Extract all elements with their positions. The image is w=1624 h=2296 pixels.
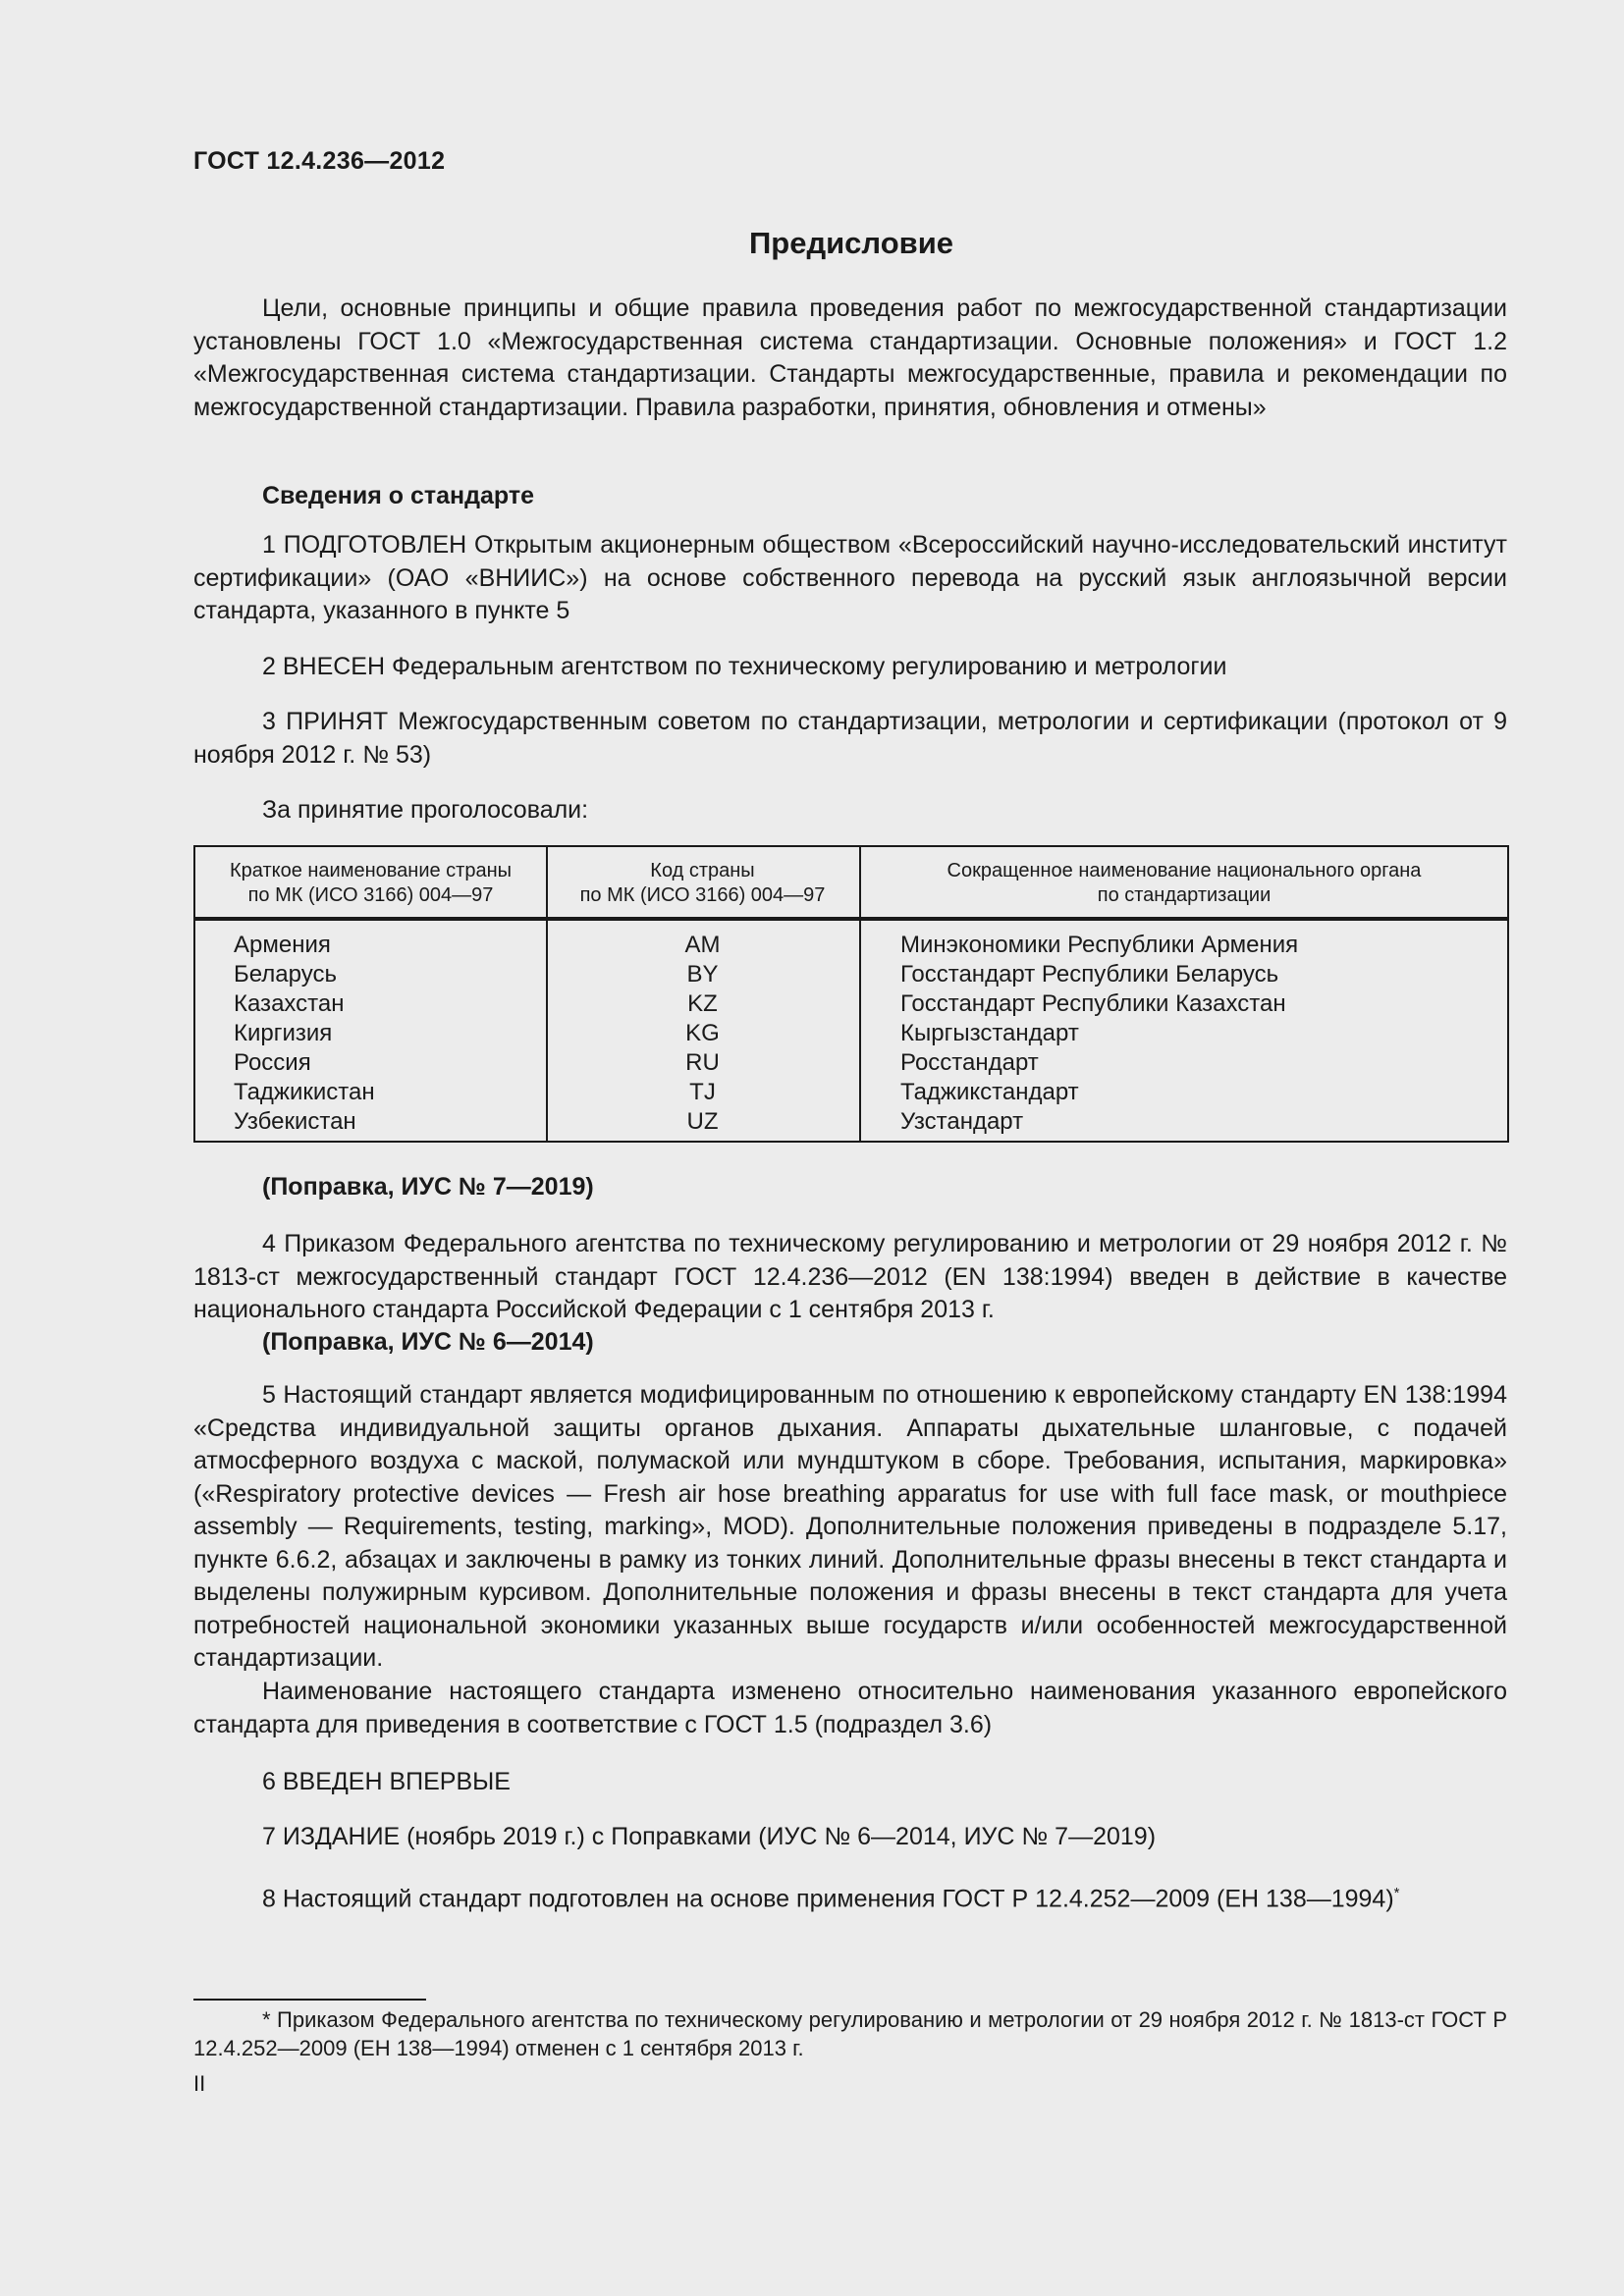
footnote-divider — [193, 1999, 426, 2001]
table-cell-body: Кыргызстандарт — [900, 1020, 1079, 1046]
table-cell-code: AM — [684, 932, 721, 958]
document-code: ГОСТ 12.4.236—2012 — [193, 147, 446, 175]
footnote-marker: * — [1393, 1885, 1400, 1901]
table-cell-body: Росстандарт — [900, 1049, 1039, 1076]
table-cell-code: RU — [685, 1049, 720, 1076]
item-6-paragraph: 6 ВВЕДЕН ВПЕРВЫЕ — [262, 1768, 511, 1795]
table-cell-country: Армения — [234, 932, 331, 958]
item-4-paragraph: 4 Приказом Федерального агентства по техническому регулированию и метрологии от 29 ноября 2012 г. № 1813-ст межгосударственный стандарт ГОСТ 12.4.236—2012 (EN 138:1994) введен в действие в качестве национального стандарта Российской Федерации с 1 сентября 2013 г. — [193, 1230, 1507, 1323]
page-title: Предисловие — [748, 226, 953, 260]
footnote-text: * Приказом Федерального агентства по техническому регулированию и метрологии от 29 ноября 2012 г. № 1813-ст ГОСТ Р 12.4.252—2009 (ЕН 138—1994) отменен с 1 сентября 2013 г. — [193, 2007, 1507, 2060]
table-column-country — [234, 931, 375, 1137]
table-cell-code: KZ — [687, 990, 718, 1017]
voting-table — [193, 845, 1509, 1143]
item-7-paragraph: 7 ИЗДАНИЕ (ноябрь 2019 г.) с Поправками (ИУС № 6—2014, ИУС № 7—2019) — [262, 1823, 1157, 1850]
intro-paragraph: Цели, основные принципы и общие правила проведения работ по межгосударственной стандартизации установлены ГОСТ 1.0 «Межгосударственная система стандартизации. Основные положения» и ГОСТ 1.2 «Межгосударственная система стандартизации. Стандарты межгосударственные, правила и рекомендации по межгосударственной стандартизации. Правила разработки, принятия, обновления и отмены» — [193, 294, 1507, 421]
table-cell-country: Казахстан — [234, 990, 345, 1017]
item-2-paragraph: 2 ВНЕСЕН Федеральным агентством по техническому регулированию и метрологии — [262, 653, 1227, 680]
item-8-paragraph — [262, 1877, 1400, 1916]
table-cell-country: Беларусь — [234, 961, 337, 988]
table-cell-code: TJ — [689, 1079, 716, 1105]
table-cell-country: Киргизия — [234, 1020, 333, 1046]
table-cell-body: Таджикстандарт — [900, 1079, 1079, 1105]
item-8-text: 8 Настоящий стандарт подготовлен на основе применения ГОСТ Р 12.4.252—2009 (ЕН 138—1994) — [262, 1885, 1394, 1913]
amendment-note: (Поправка, ИУС № 6—2014) — [262, 1328, 594, 1356]
table-column-body — [900, 931, 1298, 1137]
table-column-code — [546, 931, 859, 1137]
table-header-country: Краткое наименование страны по МК (ИСО 3166) 004—97 — [229, 860, 513, 906]
table-cell-country: Узбекистан — [234, 1108, 356, 1135]
item-5-note-paragraph: Наименование настоящего стандарта изменено относительно наименования указанного европейского стандарта для приведения в соответствие с ГОСТ 1.5 (подраздел 3.6) — [193, 1678, 1507, 1738]
table-cell-code: KG — [685, 1020, 720, 1046]
table-header-code: Код страны по МК (ИСО 3166) 004—97 — [579, 860, 826, 906]
table-header-body: Сокращенное наименование национального органа по стандартизации — [947, 860, 1422, 906]
table-cell-code: UZ — [686, 1108, 719, 1135]
table-cell-body: Узстандарт — [900, 1108, 1024, 1135]
item-5-paragraph: 5 Настоящий стандарт является модифицированным по отношению к европейскому стандарту EN 138:1994 «Средства индивидуальной защиты органов дыхания. Аппараты дыхательные шланговые, с подачей атмосферного воздуха с маской, полумаской или мундштуком в сборе. Требования, испытания, маркировка» («Respiratory protective devices — Fresh air hose breathing apparatus for use with full face mask, or mouthpiece assembly — Requirements, testing, marking», MOD). Дополнительные положения приведены в подразделе 5.17, пункте 6.6.2, абзацах и заключены в рамку из тонких линий. Дополнительные фразы внесены в текст стандарта и выделены полужирным курсивом. Дополнительные положения и фразы внесены в текст стандарта для учета потребностей национальной экономики указанных выше государств и/или особенностей межгосударственной стандартизации. — [193, 1381, 1507, 1672]
table-cell-country: Россия — [234, 1049, 311, 1076]
table-cell-body: Минэкономики Республики Армения — [900, 932, 1299, 958]
item-3-paragraph: 3 ПРИНЯТ Межгосударственным советом по стандартизации, метрологии и сертификации (протокол от 9 ноября 2012 г. № 53) — [193, 708, 1507, 769]
table-cell-country: Таджикистан — [234, 1079, 375, 1105]
table-cell-body: Госстандарт Республики Казахстан — [900, 990, 1286, 1017]
vote-intro: За принятие проголосовали: — [262, 796, 589, 824]
table-header-divider — [195, 917, 1507, 921]
table-cell-code: BY — [686, 961, 719, 988]
section-heading: Сведения о стандарте — [262, 482, 535, 509]
amendment-note: (Поправка, ИУС № 7—2019) — [262, 1173, 594, 1201]
table-cell-body: Госстандарт Республики Беларусь — [900, 961, 1279, 988]
item-1-paragraph: 1 ПОДГОТОВЛЕН Открытым акционерным обществом «Всероссийский научно-исследовательский институт сертификации» (ОАО «ВНИИС») на основе собственного перевода на русский язык англоязычной версии стандарта, указанного в пункте 5 — [193, 531, 1507, 624]
page-number: II — [193, 2071, 206, 2096]
